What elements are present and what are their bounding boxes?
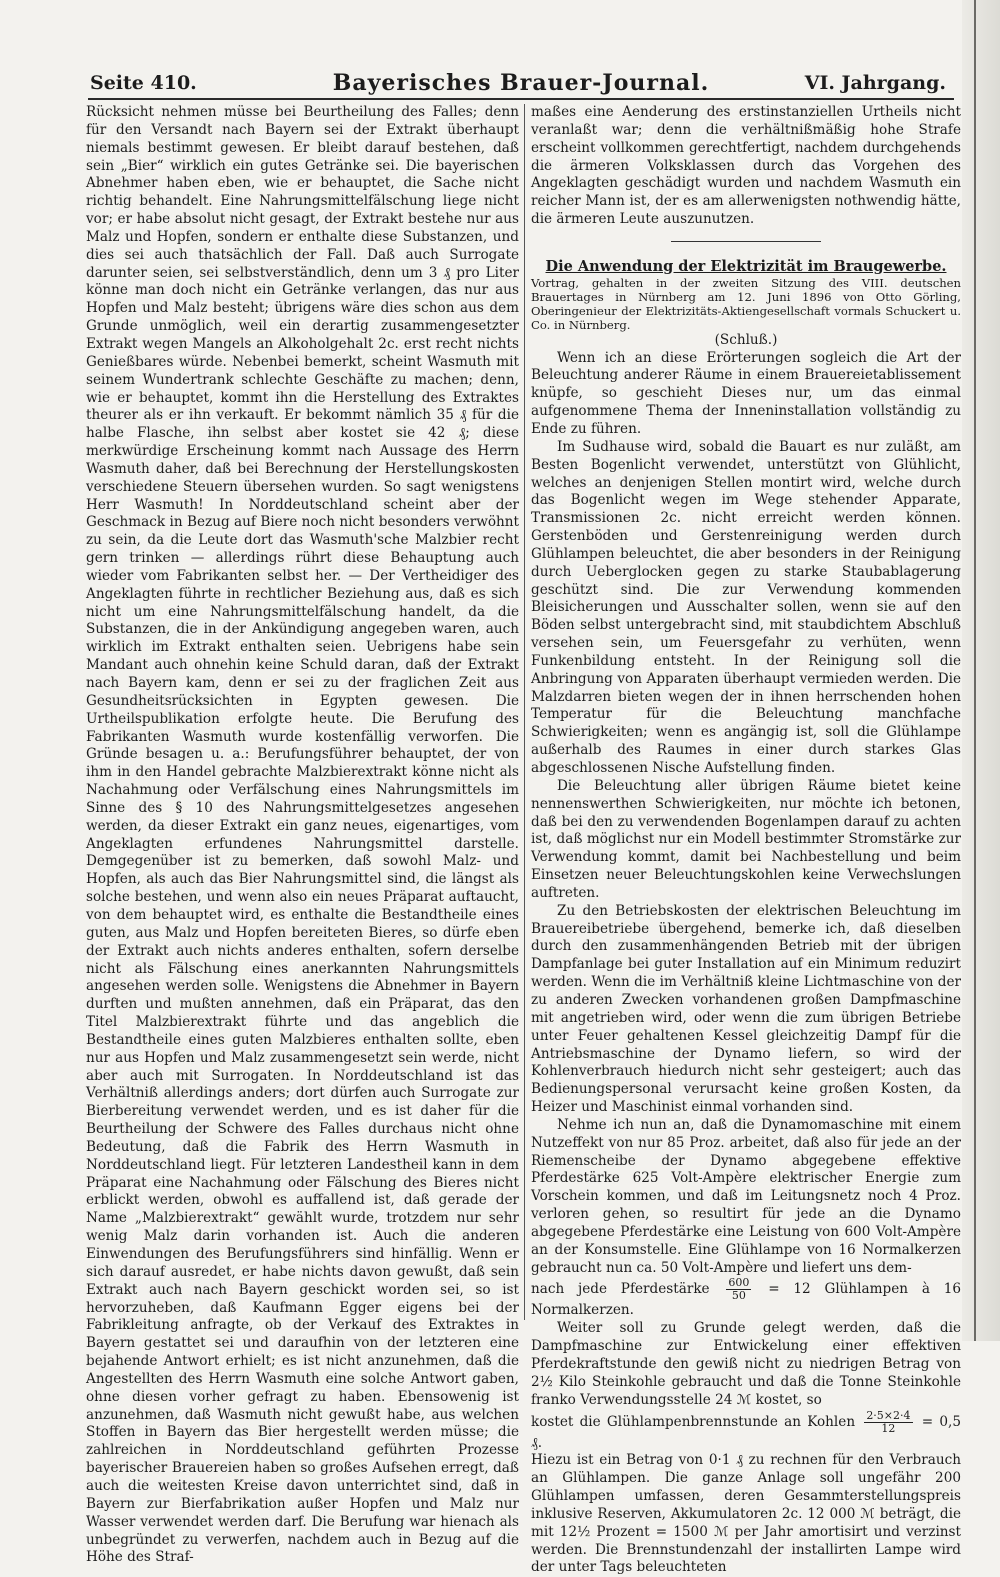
paragraph-1: Wenn ich an diese Erörterungen sogleich die Art der Beleuchtung anderer Räume in einem Brauereietablissement knüpfe, so geschieht Dieses nur, um das einmal aufgenommene Thema der Inneninstallation vollständig zu Ende zu führen.	[531, 349, 961, 437]
paragraph-7: Hiezu ist ein Betrag von 0·1 ₰ zu rechnen für den Verbrauch an Glühlampen. Die ganze Anlage soll ungefähr 200 Glühlampen umfassen, deren Gesammterstellungspreis inklusive Reserven, Akkumulatoren 2c. 12 000 ℳ beträgt, die mit 12½ Prozent = 1500 ℳ per Jahr amortisirt und verzinst werden. Die Brennstundenzahl der installirten Lampe wird der unter Tags beleuchteten	[531, 1452, 961, 1576]
column-divider	[524, 104, 525, 1320]
fraction-lamps-denominator: 50	[731, 1289, 746, 1303]
left-column-text: Rücksicht nehmen müsse bei Beurtheilung des Falles; denn für den Versandt nach Bayern sei der Extrakt überhaupt niemals bestimmt gewesen. Er bleibt darauf bestehen, daß sein „Bier“ wirklich ein gutes Getränke sei. Die bayerischen Abnehmer haben eben, wie er behauptet, die Sache nicht richtig behandelt. Eine Nahrungsmittelfälschung liege nicht vor; er habe absolut nicht gesagt, der Extrakt bestehe nur aus Malz und Hopfen, sondern er enthalte diese Substanzen, und dies sei auch thatsächlich der Fall. Daß auch Surrogate darunter seien, sei selbstverständlich, denn um 3 ₰ pro Liter könne man doch nicht ein Getränke verlangen, das nur aus Hopfen und Malz besteht; übrigens wäre dies schon aus dem Grunde unmöglich, weil ein derartig zusammengesetzter Extrakt wegen Mangels an Alkoholgehalt 2c. erst recht nichts Genießbares würde. Nebenbei bemerkt, scheint Wasmuth mit seinem Wundertrank schlechte Geschäfte zu machen; denn, wie er behauptet, kommt ihn die Herstellung des Extraktes theurer als er ihn verkauft. Er bekommt nämlich 35 ₰ für die halbe Flasche, ihn selbst aber kostet sie 42 ₰; diese merkwürdige Erscheinung kommt nach Aussage des Herrn Wasmuth daher, daß bei Berechnung der Herstellungskosten verschiedene Steuern übersehen wurden. So sagt wenigstens Herr Wasmuth! In Norddeutschland scheint aber der Geschmack in Bezug auf Biere noch nicht besonders verwöhnt zu sein, da die Leute dort das Wasmuth'sche Malzbier recht gern trinken — allerdings rührt diese Behauptung auch wieder vom Fabrikanten selbst her. — Der Vertheidiger des Angeklagten führte in rechtlicher Beziehung aus, daß es sich nicht um eine Nahrungsmittelfälschung handelt, da die Substanzen, die in der Ankündigung angegeben waren, auch wirklich im Extrakt enthalten seien. Uebrigens habe sein Mandant auch ohnehin keine Schuld daran, daß der Extrakt nach Bayern kam, denn er sei zu der fraglichen Zeit aus Gesundheitsrücksichten in Egypten gewesen. Die Urtheilspublikation erfolgte heute. Die Berufung des Fabrikanten Wasmuth wurde kostenfällig verworfen. Die Gründe besagen u. a.: Berufungsführer behauptet, der von ihm in den Handel gebrachte Malzbierextrakt könne nicht als Nachahmung oder Verfälschung eines Nahrungsmittels im Sinne des § 10 des Nahrungsmittelgesetzes angesehen werden, da dieser Extrakt ein ganz neues, eigenartiges, vom Angeklagten erfundenes Nahrungsmittel darstelle. Demgegenüber ist zu bemerken, daß sowohl Malz- und Hopfen, als auch das Bier Nahrungsmittel sind, die längst als solche bestehen, und wenn also ein neues Präparat auftaucht, von dem behauptet wird, es enthalte die Bestandtheile eines guten, aus Malz und Hopfen bereiteten Bieres, so dürfe eben der Extrakt auch nichts anderes enthalten, sofern derselbe nicht als Fälschung eines anerkannten Nahrungsmittels angesehen werden solle. Wenigstens die Abnehmer in Bayern durften und mußten annehmen, daß ein Präparat, das den Titel Malzbierextrakt führte und das angeblich die Bestandtheile eines guten Malzbieres enthalten sollte, eben nur aus Hopfen und Malz zusammengesetzt sein werde, nicht aber auch mit Surrogaten. In Norddeutschland ist das Verhältniß allerdings anders; dort dürfen auch Surrogate zur Bierbereitung verwendet werden, und es ist daher für die Beurtheilung der Schwere des Falles durchaus nicht ohne Bedeutung, daß die Fabrik des Herrn Wasmuth in Norddeutschland liegt. Für letzteren Landestheil kann in dem Präparat eine Nachahmung oder Fälschung des Bieres nicht erblickt werden, obwohl es auffallend ist, daß gerade der Name „Malzbierextrakt“ gewählt wurde, trotzdem nur sehr wenig Malz darin vorhanden ist. Auch die anderen Einwendungen des Berufungsführers sind hinfällig. Wenn er sich darauf ausredet, er habe nichts davon gewußt, daß sein Extrakt auch nach Bayern geschickt worden sei, so ist hervorzuheben, daß Kaufmann Egger eigens bei der Fabrikleitung anfragte, ob der Verkauf des Extraktes in Bayern gestattet sei und daraufhin von der letzteren eine bejahende Antwort erhielt; es ist nicht anzunehmen, daß die Angestellten des Herrn Wasmuth eine solche Antwort gaben, ohne diesen vorher gefragt zu haben. Ebensowenig ist anzunehmen, daß Wasmuth nicht gewußt habe, aus welchen Stoffen in Bayern das Bier hergestellt werden müsse; die zahlreichen in Norddeutschland geführten Prozesse bayerischer Brauereien haben so großes Aufsehen erregt, daß auch die weitesten Kreise davon unterrichtet sind, daß in Bayern zur Bierfabrikation außer Hopfen und Malz nur Wasser verwendet werden darf. Die Berufung war hienach als unbegründet zu verwerfen, nachdem auch in Bezug auf die Höhe des Straf-	[86, 104, 519, 1566]
left-column	[86, 104, 519, 1567]
formula-coal-post: = 0,5 ₰.	[531, 1413, 961, 1451]
article-subtitle: Vortrag, gehalten in der zweiten Sitzung des VIII. deutschen Brauertages in Nürnberg am 12. Juni 1896 von Otto Görling, Oberingenieur der Elektrizitäts-Aktiengesellschaft vormals Schuckert u. Co. in Nürnberg.	[531, 275, 961, 332]
fraction-coal	[864, 1410, 912, 1435]
volume-label: VI. Jahrgang.	[804, 72, 946, 94]
article-note: (Schluß.)	[714, 331, 778, 348]
formula-coal	[531, 1410, 961, 1453]
paragraph-2: Im Sudhause wird, sobald die Bauart es nur zuläßt, am Besten Bogenlicht verwendet, unterstützt von Glühlicht, welches an denjenigen Stellen montirt wird, welche durch das Bogenlicht wegen im Wege stehender Apparate, Transmissionen 2c. nicht erreicht werden können. Gerstenböden und Gerstenreinigung werden durch Glühlampen beleuchtet, die aber besonders in der Reinigung durch Ueberglocken gegen zu starke Staubablagerung geschützt sind. Die zur Verwendung kommenden Bleisicherungen und Ausschalter sollen, wenn sie auf den Böden selbst untergebracht sind, mit staubdichtem Abschluß versehen sein, um Feuersgefahr zu verhüten, wenn Funkenbildung entsteht. In der Reinigung soll die Anbringung von Apparaten überhaupt vermieden werden. Die Malzdarren bieten wegen der in ihnen herrschenden hohen Temperatur für die Beleuchtung manchfache Schwierigkeiten; wenn es angängig ist, soll die Glühlampe außerhalb des Raumes in einer durch starkes Glas abgeschlossenen Nische Aufstellung finden.	[531, 438, 961, 776]
section-rule	[671, 241, 821, 242]
fraction-coal-numerator: 2·5×2·4	[866, 1408, 911, 1422]
fraction-lamps	[726, 1277, 751, 1302]
formula-lamps	[531, 1277, 961, 1320]
formula-lamps-post: = 12 Glühlampen à 16 Normalkerzen.	[531, 1281, 962, 1319]
page-header	[88, 70, 954, 98]
page-edge-line	[974, 0, 976, 1341]
right-column	[531, 104, 961, 1577]
continuation-text: maßes eine Aenderung des erstinstanziellen Urtheils nicht veranlaßt war; denn die verhältnißmäßig hohe Strafe erscheint vollkommen gerechtfertigt, nachdem durchgehends die ärmeren Volksklassen durch das Vorgehen des Angeklagten geschädigt wurden und nachdem Wasmuth ein reicher Mann ist, der es am allerwenigsten nothwendig hätte, die ärmeren Leute auszunutzen.	[531, 104, 961, 228]
paragraph-5: Nehme ich nun an, daß die Dynamomaschine mit einem Nutzeffekt von nur 85 Proz. arbeitet, daß also für jede an der Riemenscheibe der Dynamo abgegebene effektive Pferdestärke 625 Volt-Ampère elektrischer Energie zum Vorschein kommen, und daß im Leitungsnetz noch 4 Proz. verloren gehen, so resultirt für jede an die Dynamo abgegebene Pferdestärke eine Leistung von 600 Volt-Ampère an der Konsumstelle. Eine Glühlampe von 16 Normalkerzen gebraucht nun ca. 50 Volt-Ampère und liefert uns dem-	[531, 1116, 961, 1276]
fraction-lamps-numerator: 600	[728, 1276, 750, 1290]
page-edge-shadow	[962, 0, 1000, 1341]
header-rule	[88, 98, 954, 100]
paragraph-3: Die Beleuchtung aller übrigen Räume bietet keine nennenswerthen Schwierigkeiten, nur möchte ich betonen, daß bei den zu verwendenden Bogenlampen darauf zu achten ist, daß möglichst nur ein Modell bestimmter Stromstärke zur Verwendung kommt, damit bei Nachbestellung und beim Einsetzen neuer Beleuchtungskohlen keine Verwechslungen auftreten.	[531, 777, 961, 901]
journal-title: Bayerisches Brauer-Journal.	[332, 70, 710, 96]
paragraph-4: Zu den Betriebskosten der elektrischen Beleuchtung im Brauereibetriebe übergehend, bemerke ich, daß dieselben durch den zusammenhängenden Betrieb mit der übrigen Dampfanlage bei guter Installation auf ein Minimum reduzirt werden. Wenn die im Verhältniß kleine Lichtmaschine von der zu anderen Zwecken vorhandenen großen Dampfmaschine mit angetrieben wird, oder wenn die zum übrigen Betriebe unter Feuer gehaltenen Kessel gleichzeitig Dampf für die Antriebsmaschine der Dynamo liefern, so wird der Kohlenverbrauch hiedurch nicht sehr gesteigert; auch das Bedienungspersonal verursacht keine großen Kosten, da Heizer und Maschinist einmal vorhanden sind.	[531, 902, 961, 1116]
page-number: Seite 410.	[90, 72, 197, 94]
formula-lamps-pre: nach jede Pferdestärke	[531, 1281, 710, 1298]
article-title: Die Anwendung der Elektrizität im Braugewerbe.	[545, 257, 947, 275]
formula-coal-pre: kostet die Glühlampenbrennstunde an Kohlen	[531, 1413, 856, 1430]
paragraph-6: Weiter soll zu Grunde gelegt werden, daß die Dampfmaschine zur Entwickelung einer effektiven Pferdekraftstunde den gewiß nicht zu niedrigen Betrag von 2½ Kilo Steinkohle gebraucht und daß die Tonne Steinkohle franko Verwendungsstelle 24 ℳ kostet, so	[531, 1320, 961, 1408]
fraction-coal-denominator: 12	[881, 1421, 896, 1435]
